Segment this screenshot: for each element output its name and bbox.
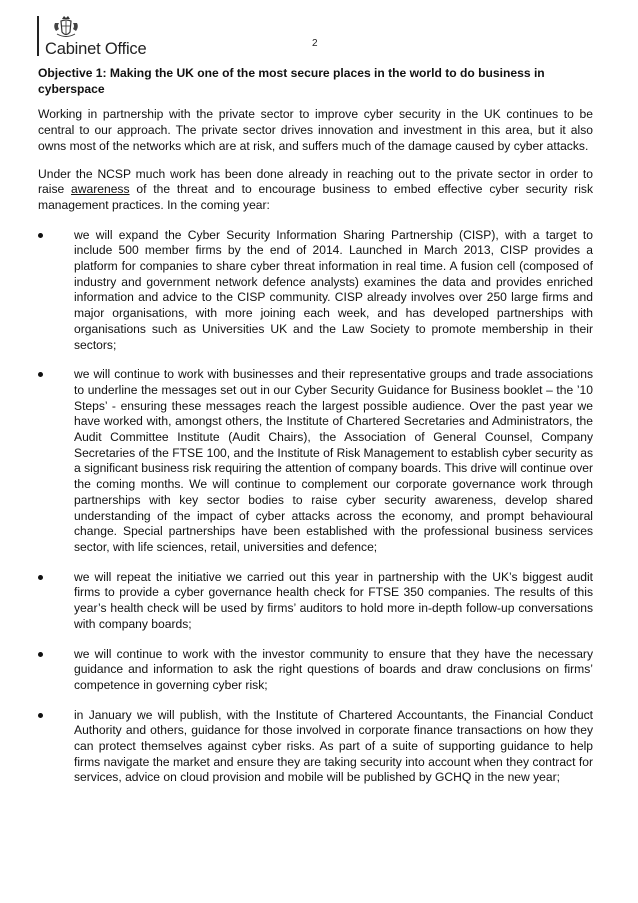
organisation-name: Cabinet Office (45, 40, 147, 58)
intro-paragraph: Working in partnership with the private sector to improve cyber security in the UK continues to be central to our approach. The private sector drives innovation and investment in this area, but it also owns most of the networks which are at risk, and suffers much of the damage caused by cyber attacks. (38, 107, 593, 153)
list-item (38, 570, 593, 633)
list-item (38, 228, 593, 354)
cabinet-office-logo (37, 12, 157, 58)
page-number: 2 (312, 38, 318, 49)
objective-heading: Objective 1: Making the UK one of the most secure places in the world to do business in cyberspace (38, 66, 545, 96)
royal-crest-icon (51, 14, 81, 40)
logo-rule (37, 16, 39, 56)
bullet-icon (38, 233, 43, 238)
ncsp-paragraph (38, 167, 593, 214)
list-item-text: we will continue to work with the investor community to ensure that they have the necessary guidance and information to ask the right questions of boards and draw conclusions on firms’ competence in governing cyber risk; (74, 646, 593, 692)
list-item-text: in January we will publish, with the Institute of Chartered Accountants, the Financial Conduct Authority and others, guidance for those involved in corporate finance transactions on how they can protect themselves against cyber risks. As part of a suite of supporting guidance to help firms navigate the market and ensure they are taking security into account when they contract for services, advice on cloud provision and mobile will be published by GCHQ in the new year; (74, 707, 593, 785)
bullet-icon (38, 713, 43, 718)
list-item (38, 367, 593, 555)
bullet-list (38, 228, 593, 787)
list-item-text: we will repeat the initiative we carried out this year in partnership with the UK’s biggest audit firms to provide a cyber governance health check for FTSE 350 companies. The results of this year’s health check will be used by firms’ auditors to hold more in-depth follow-up conversations with company boards; (74, 569, 593, 631)
bullet-icon (38, 372, 43, 377)
document-body (38, 66, 593, 800)
ncsp-paragraph-end: of the threat and to encourage business to embed effective cyber security risk management practices. In the coming year: (38, 182, 593, 212)
bullet-icon (38, 652, 43, 657)
awareness-underlined: awareness (71, 182, 130, 197)
list-item (38, 647, 593, 694)
list-item (38, 708, 593, 787)
bullet-icon (38, 575, 43, 580)
list-item-text: we will expand the Cyber Security Information Sharing Partnership (CISP), with a target to include 500 member firms by the end of 2014. Launched in March 2013, CISP provides a platform for companies to share cyber threat information in real time. A fusion cell (composed of industry and government network defence analysts) examines the data and provides enriched information and advice to the CISP community. CISP already involves over 250 large firms and major organisations, with more joining each week, and has developed partnerships with organisations such as Universities UK and the Law Society to promote membership in their sectors; (74, 227, 593, 352)
list-item-text: we will continue to work with businesses and their representative groups and trade associations to underline the messages set out in our Cyber Security Guidance for Business booklet – the ’10 Steps’ - ensuring these messages reach the largest possible audience. Over the past year we have worked with, amongst others, the Institute of Chartered Secretaries and Administrators, the Audit Committee Institute (Audit Chairs), the Association of General Counsel, Company Secretaries of the FTSE 100, and the Institute of Risk Management to establish cyber security as a significant business risk requiring the attention of company boards. This drive will continue over the coming months. We will continue to complement our corporate governance work through partnerships with key sector bodies to raise cyber security awareness, develop shared understanding of the impact of cyber attacks across the economy, and prompt behavioural change. Special partnerships have been established with the professional business services sector, with life sciences, retail, universities and defence; (74, 367, 593, 554)
ncsp-paragraph-start: Under the NCSP much work has been done already in reaching out to the private sector in order to raise (38, 166, 593, 197)
